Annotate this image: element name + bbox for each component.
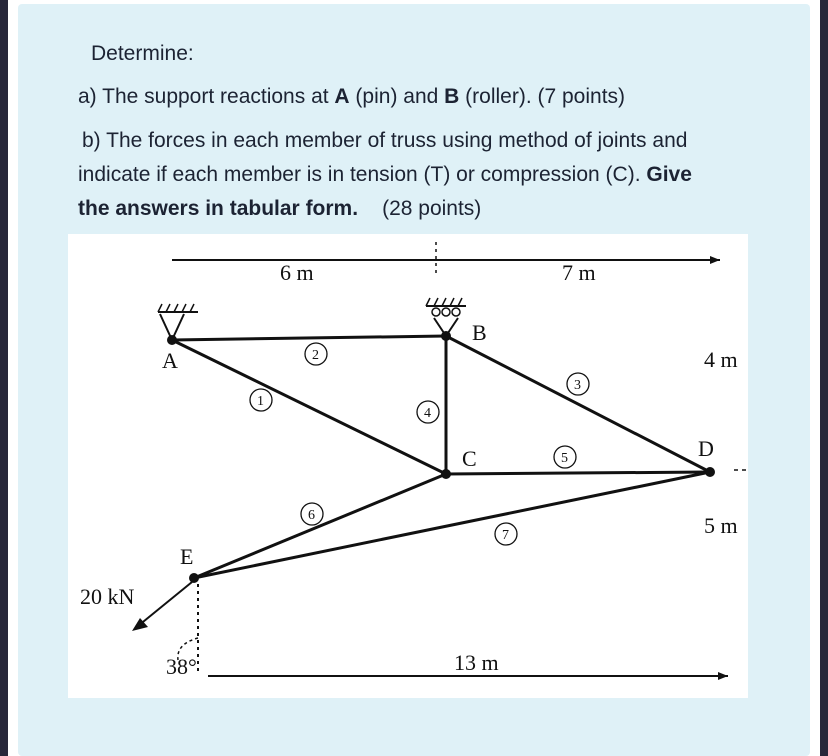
part-b-line3-text: (28 points) — [382, 197, 482, 220]
joint-a-node — [167, 335, 177, 345]
dim-13m: 13 m — [454, 650, 499, 675]
truss-diagram — [68, 234, 748, 698]
part-b-line3-bold: the answers in tabular form. — [78, 197, 359, 220]
member-4-label: 4 — [424, 406, 431, 421]
member-labels — [250, 343, 589, 545]
window-edge-right — [820, 0, 828, 756]
member-1-label: 1 — [257, 394, 264, 409]
joint-label-d: D — [698, 436, 714, 461]
roller-support-b — [426, 298, 466, 341]
roller-b-wheel-3 — [452, 308, 460, 316]
joint-label-e: E — [180, 544, 194, 569]
top-dimension-arrowhead — [710, 256, 720, 264]
question-part-a — [78, 85, 625, 109]
member-5-label: 5 — [561, 451, 568, 466]
joint-e-node — [189, 573, 199, 583]
member-2-label: 2 — [312, 348, 319, 363]
dim-6m: 6 m — [280, 260, 314, 285]
roller-b-wheel-2 — [442, 308, 450, 316]
question-heading: Determine: — [91, 42, 194, 65]
dim-5m: 5 m — [704, 513, 738, 538]
member-7 — [194, 472, 710, 578]
joint-label-b: B — [472, 320, 487, 345]
joint-d-node — [705, 467, 715, 477]
pin-a-hatch — [158, 304, 194, 312]
top-dimension — [172, 242, 720, 285]
part-b-line2-text: indicate if each member is in tension (T) or compression (C). — [78, 163, 647, 186]
joint-c-node — [441, 469, 451, 479]
part-a-prefix: a) The support reactions at — [78, 85, 335, 108]
member-6-label: 6 — [308, 508, 315, 523]
joint-b-node — [441, 331, 451, 341]
member-2 — [172, 336, 446, 340]
part-a-suffix: (roller). (7 points) — [459, 85, 626, 108]
truss-figure — [68, 234, 748, 698]
question-part-b-line1: b) The forces in each member of truss using method of joints and — [82, 129, 688, 152]
member-3-label: 3 — [574, 378, 581, 393]
load-magnitude: 20 kN — [80, 584, 135, 609]
truss-members — [172, 336, 710, 578]
member-3 — [446, 336, 710, 472]
part-a-bold-a: A — [334, 85, 350, 108]
dim-4m: 4 m — [704, 347, 738, 372]
bottom-dimension — [208, 650, 728, 680]
bottom-dimension-arrowhead — [718, 672, 728, 680]
member-6 — [194, 474, 446, 578]
load-angle: 38° — [166, 654, 197, 679]
part-b-line2-bold: Give — [646, 163, 692, 186]
dim-7m: 7 m — [562, 260, 596, 285]
window-edge-left — [0, 0, 8, 756]
roller-b-hatch — [426, 298, 462, 306]
member-7-label: 7 — [502, 528, 509, 543]
joint-label-a: A — [162, 348, 178, 373]
question-part-b-line2 — [78, 163, 692, 187]
joint-label-c: C — [462, 446, 477, 471]
part-a-mid: (pin) and — [349, 85, 445, 108]
member-5 — [446, 472, 710, 474]
load-arrow-shaft — [138, 582, 192, 626]
part-a-bold-b: B — [444, 85, 460, 108]
applied-load — [80, 582, 198, 679]
roller-b-wheel-1 — [432, 308, 440, 316]
question-part-b-line3 — [78, 197, 481, 221]
